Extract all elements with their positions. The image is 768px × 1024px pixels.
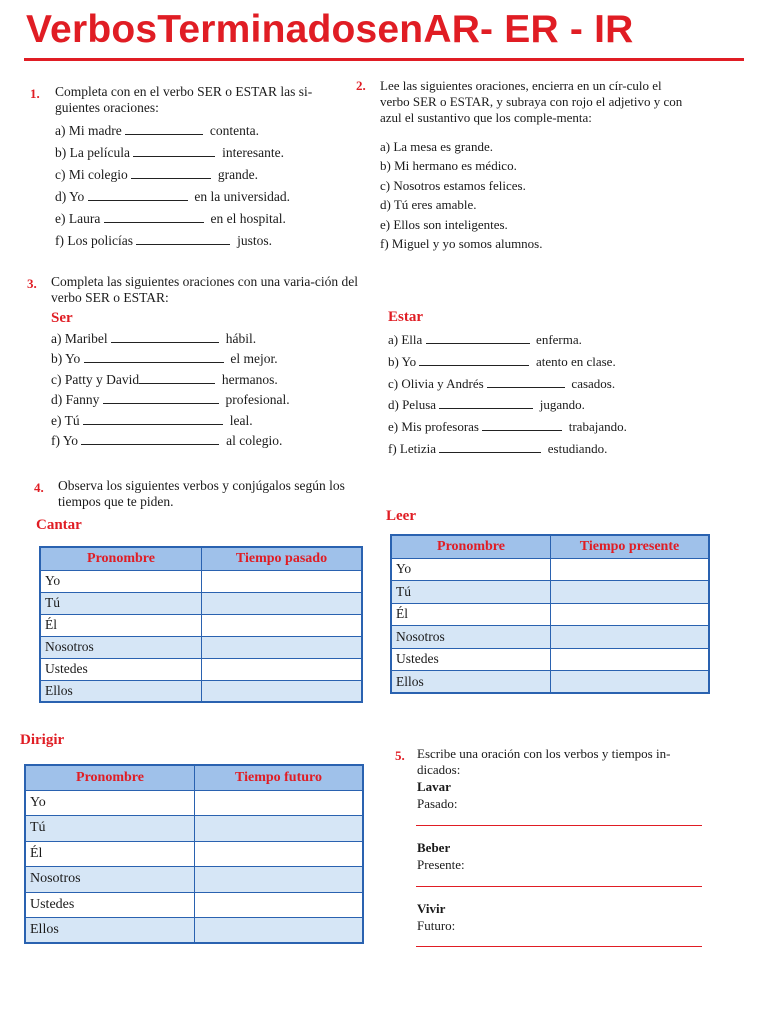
pronoun-cell: Nosotros xyxy=(25,867,195,893)
list-item: b) La película interesante. xyxy=(55,145,284,160)
answer-cell[interactable] xyxy=(195,790,364,816)
pronoun-cell: Yo xyxy=(25,790,195,816)
ex1-list xyxy=(55,122,290,254)
list-item: b) Yo el mejor. xyxy=(51,351,278,367)
answer-blank[interactable] xyxy=(133,145,215,157)
pronoun-cell: Él xyxy=(40,614,202,636)
answer-cell[interactable] xyxy=(202,570,363,592)
ex4-instruction: Observa los siguientes verbos y conjúgalos según los tiempos que te piden. xyxy=(58,478,345,509)
column-header: Pronombre xyxy=(391,535,551,558)
ser-list xyxy=(51,330,290,452)
answer-blank[interactable] xyxy=(136,233,230,245)
answer-blank[interactable] xyxy=(131,167,211,179)
answer-line[interactable] xyxy=(416,886,702,887)
pronoun-cell: Ellos xyxy=(25,918,195,944)
list-item: e) Tú leal. xyxy=(51,412,253,428)
answer-cell[interactable] xyxy=(195,841,364,867)
pronoun-cell: Ellos xyxy=(391,671,551,694)
list-item: f) Los policías justos. xyxy=(55,233,272,248)
answer-line[interactable] xyxy=(416,946,702,947)
ex5-number: 5. xyxy=(395,748,405,763)
answer-cell[interactable] xyxy=(551,581,710,604)
answer-blank[interactable] xyxy=(103,392,219,404)
answer-blank[interactable] xyxy=(139,372,215,384)
ex2-instruction: Lee las siguientes oraciones, encierra en un cír-culo el verbo SER o ESTAR, y subraya con rojo el adjetivo y con azul el sustantivo que los comple-menta: xyxy=(380,78,683,125)
ex4-number: 4. xyxy=(34,480,44,495)
list-item: e) Laura en el hospital. xyxy=(55,211,286,226)
answer-cell[interactable] xyxy=(551,558,710,581)
answer-cell[interactable] xyxy=(195,918,364,944)
answer-blank[interactable] xyxy=(88,189,188,201)
pronoun-cell: Nosotros xyxy=(391,626,551,649)
answer-cell[interactable] xyxy=(195,816,364,842)
cantar-heading: Cantar xyxy=(36,517,82,533)
estar-heading: Estar xyxy=(388,309,423,325)
dirigir-table xyxy=(24,764,364,944)
list-item: c) Nosotros estamos felices. xyxy=(380,177,526,193)
answer-cell[interactable] xyxy=(202,636,363,658)
ex5-instruction: Escribe una oración con los verbos y tiempos in-dicados: xyxy=(417,746,671,777)
pronoun-cell: Tú xyxy=(40,592,202,614)
title-underline xyxy=(24,58,744,61)
answer-cell[interactable] xyxy=(195,892,364,918)
pronoun-cell: Tú xyxy=(391,581,551,604)
pronoun-cell: Ellos xyxy=(40,680,202,702)
vivir-tense: Futuro: xyxy=(417,918,456,933)
answer-blank[interactable] xyxy=(125,123,203,135)
answer-blank[interactable] xyxy=(487,376,565,388)
beber-verb: Beber xyxy=(417,840,451,855)
answer-cell[interactable] xyxy=(202,614,363,636)
list-item: f) Letizia estudiando. xyxy=(388,440,608,456)
ex3-instruction: Completa las siguientes oraciones con una varia-ción del verbo SER o ESTAR: xyxy=(51,274,359,305)
dirigir-heading: Dirigir xyxy=(20,732,65,748)
vivir-verb: Vivir xyxy=(417,901,446,916)
column-header: Tiempo futuro xyxy=(195,765,364,790)
list-item: c) Patty y David hermanos. xyxy=(51,371,278,387)
list-item: a) Maribel hábil. xyxy=(51,331,257,346)
list-item: d) Yo en la universidad. xyxy=(55,189,291,204)
leer-table xyxy=(390,534,710,694)
cantar-table xyxy=(39,546,363,703)
ser-heading: Ser xyxy=(51,310,73,326)
ex1-instruction: Completa con en el verbo SER o ESTAR las si-guientes oraciones: xyxy=(55,84,313,115)
answer-cell[interactable] xyxy=(202,658,363,680)
pronoun-cell: Él xyxy=(25,841,195,867)
list-item: d) Tú eres amable. xyxy=(380,197,477,213)
answer-blank[interactable] xyxy=(482,419,562,431)
answer-cell[interactable] xyxy=(551,671,710,694)
estar-list xyxy=(388,331,627,462)
answer-cell[interactable] xyxy=(551,626,710,649)
answer-blank[interactable] xyxy=(81,433,219,445)
list-item: f) Miguel y yo somos alumnos. xyxy=(380,235,543,251)
page-title: VerbosTerminadosenAR- ER - IR xyxy=(26,8,634,51)
answer-blank[interactable] xyxy=(426,332,530,344)
answer-blank[interactable] xyxy=(104,211,204,223)
column-header: Tiempo pasado xyxy=(202,547,363,570)
list-item: e) Mis profesoras trabajando. xyxy=(388,419,627,435)
answer-blank[interactable] xyxy=(439,397,533,409)
pronoun-cell: Yo xyxy=(391,558,551,581)
list-item: d) Fanny profesional. xyxy=(51,392,290,408)
ex2-list xyxy=(380,138,543,254)
answer-cell[interactable] xyxy=(195,867,364,893)
pronoun-cell: Yo xyxy=(40,570,202,592)
ex2-number: 2. xyxy=(356,78,366,93)
column-header: Tiempo presente xyxy=(551,535,710,558)
answer-cell[interactable] xyxy=(551,603,710,626)
list-item: c) Olivia y Andrés casados. xyxy=(388,375,616,391)
answer-line[interactable] xyxy=(416,825,702,826)
answer-cell[interactable] xyxy=(202,680,363,702)
list-item: a) Ella enferma. xyxy=(388,332,582,347)
pronoun-cell: Ustedes xyxy=(40,658,202,680)
list-item: b) Yo atento en clase. xyxy=(388,353,616,369)
answer-blank[interactable] xyxy=(419,354,529,366)
column-header: Pronombre xyxy=(40,547,202,570)
answer-blank[interactable] xyxy=(111,331,219,343)
leer-heading: Leer xyxy=(386,508,416,524)
beber-tense: Presente: xyxy=(417,857,465,872)
list-item: c) Mi colegio grande. xyxy=(55,167,258,182)
lavar-tense: Pasado: xyxy=(417,796,458,811)
list-item: a) Mi madre contenta. xyxy=(55,123,259,138)
answer-blank[interactable] xyxy=(439,441,541,453)
pronoun-cell: Ustedes xyxy=(25,892,195,918)
answer-cell[interactable] xyxy=(551,648,710,671)
list-item: f) Yo al colegio. xyxy=(51,432,283,448)
answer-blank[interactable] xyxy=(83,413,223,425)
list-item: e) Ellos son inteligentes. xyxy=(380,216,508,232)
lavar-verb: Lavar xyxy=(417,779,451,794)
pronoun-cell: Tú xyxy=(25,816,195,842)
answer-cell[interactable] xyxy=(202,592,363,614)
pronoun-cell: Nosotros xyxy=(40,636,202,658)
ex1-number: 1. xyxy=(30,86,40,101)
ex3-number: 3. xyxy=(27,276,37,291)
pronoun-cell: Ustedes xyxy=(391,648,551,671)
answer-blank[interactable] xyxy=(84,351,224,363)
pronoun-cell: Él xyxy=(391,603,551,626)
list-item: b) Mi hermano es médico. xyxy=(380,158,517,174)
column-header: Pronombre xyxy=(25,765,195,790)
list-item: d) Pelusa jugando. xyxy=(388,397,585,413)
list-item: a) La mesa es grande. xyxy=(380,139,493,154)
